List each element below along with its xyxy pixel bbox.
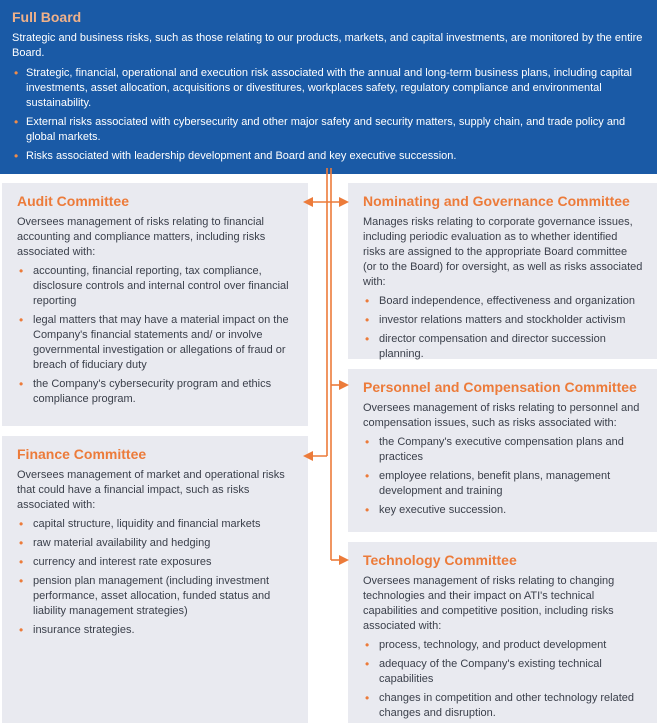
board-risk-item: • Risks associated with leadership development and Board and key executive succession. <box>12 149 645 164</box>
personnel-committee-intro: Oversees management of risks relating to personnel and compensation issues, such as risks associated with: <box>363 402 640 429</box>
nominating-risk-item: • investor relations matters and stockholder activism <box>363 313 643 328</box>
audit-risk-list <box>17 264 294 407</box>
finance-risk-item: • currency and interest rate exposures <box>17 555 294 570</box>
technology-risk-item: • process, technology, and product development <box>363 638 643 653</box>
personnel-committee-box <box>348 369 657 532</box>
full-board-panel <box>0 0 657 174</box>
technology-risk-list <box>363 638 643 721</box>
technology-committee-title: Technology Committee <box>363 552 517 568</box>
nominating-committee-intro: Manages risks relating to corporate governance issues, including periodic evaluation as to whether identified risks are assigned to the appropriate Board committee (or to the Board) for oversight, as well as risks associated with: <box>363 216 643 288</box>
audit-risk-item: • the Company's cybersecurity program and ethics compliance program. <box>17 377 294 407</box>
technology-committee-intro: Oversees management of risks relating to changing technologies and their impact on ATI's technical capabilities and competitive position, including risks associated with: <box>363 575 615 632</box>
finance-risk-item: • pension plan management (including investment performance, asset allocation, funded status and liability management strategies) <box>17 574 294 619</box>
finance-risk-item: • insurance strategies. <box>17 623 294 638</box>
personnel-risk-item: • key executive succession. <box>363 503 643 518</box>
nominating-committee-box <box>348 183 657 359</box>
nominating-risk-list <box>363 294 643 362</box>
technology-risk-item: • changes in competition and other technology related changes and disruption. <box>363 691 643 721</box>
personnel-committee-title: Personnel and Compensation Committee <box>363 379 637 395</box>
finance-committee-box <box>2 436 308 723</box>
finance-committee-title: Finance Committee <box>17 446 147 462</box>
board-risk-item: • External risks associated with cybersecurity and other major safety and security matters, supply chain, and trade policy and global markets. <box>12 115 645 145</box>
nominating-risk-item: • Board independence, effectiveness and organization <box>363 294 643 309</box>
nominating-risk-item: • director compensation and director succession planning. <box>363 332 643 362</box>
board-intro: Strategic and business risks, such as those relating to our products, markets, and capital investments, are monitored by the entire Board. <box>12 32 643 59</box>
personnel-risk-item: • the Company's executive compensation plans and practices <box>363 435 643 465</box>
finance-risk-list <box>17 517 294 638</box>
personnel-risk-list <box>363 435 643 518</box>
finance-risk-item: • capital structure, liquidity and financial markets <box>17 517 294 532</box>
board-risk-list <box>12 66 645 164</box>
audit-committee-intro: Oversees management of risks relating to financial accounting and compliance matters, including risks associated with: <box>17 216 266 258</box>
personnel-risk-item: • employee relations, benefit plans, management development and training <box>363 469 643 499</box>
technology-risk-item: • adequacy of the Company's existing technical capabilities <box>363 657 643 687</box>
board-title: Full Board <box>12 9 82 25</box>
audit-risk-item: • legal matters that may have a material impact on the Company's financial statements and/ or involve governmental investigation or allegations of fraud or breach of fiduciary duty <box>17 313 294 373</box>
audit-risk-item: • accounting, financial reporting, tax compliance, disclosure controls and internal control over financial reporting <box>17 264 294 309</box>
technology-committee-box <box>348 542 657 723</box>
finance-risk-item: • raw material availability and hedging <box>17 536 294 551</box>
board-risk-item: • Strategic, financial, operational and execution risk associated with the annual and long-term business plans, including capital investments, asset allocation, acquisitions or divestitures, workplaces safety, regulatory compliance and environmental sustainability. <box>12 66 645 111</box>
audit-committee-title: Audit Committee <box>17 193 129 209</box>
audit-committee-box <box>2 183 308 426</box>
finance-committee-intro: Oversees management of market and operational risks that could have a financial impact, such as risks associated with: <box>17 469 285 511</box>
nominating-committee-title: Nominating and Governance Committee <box>363 193 630 209</box>
